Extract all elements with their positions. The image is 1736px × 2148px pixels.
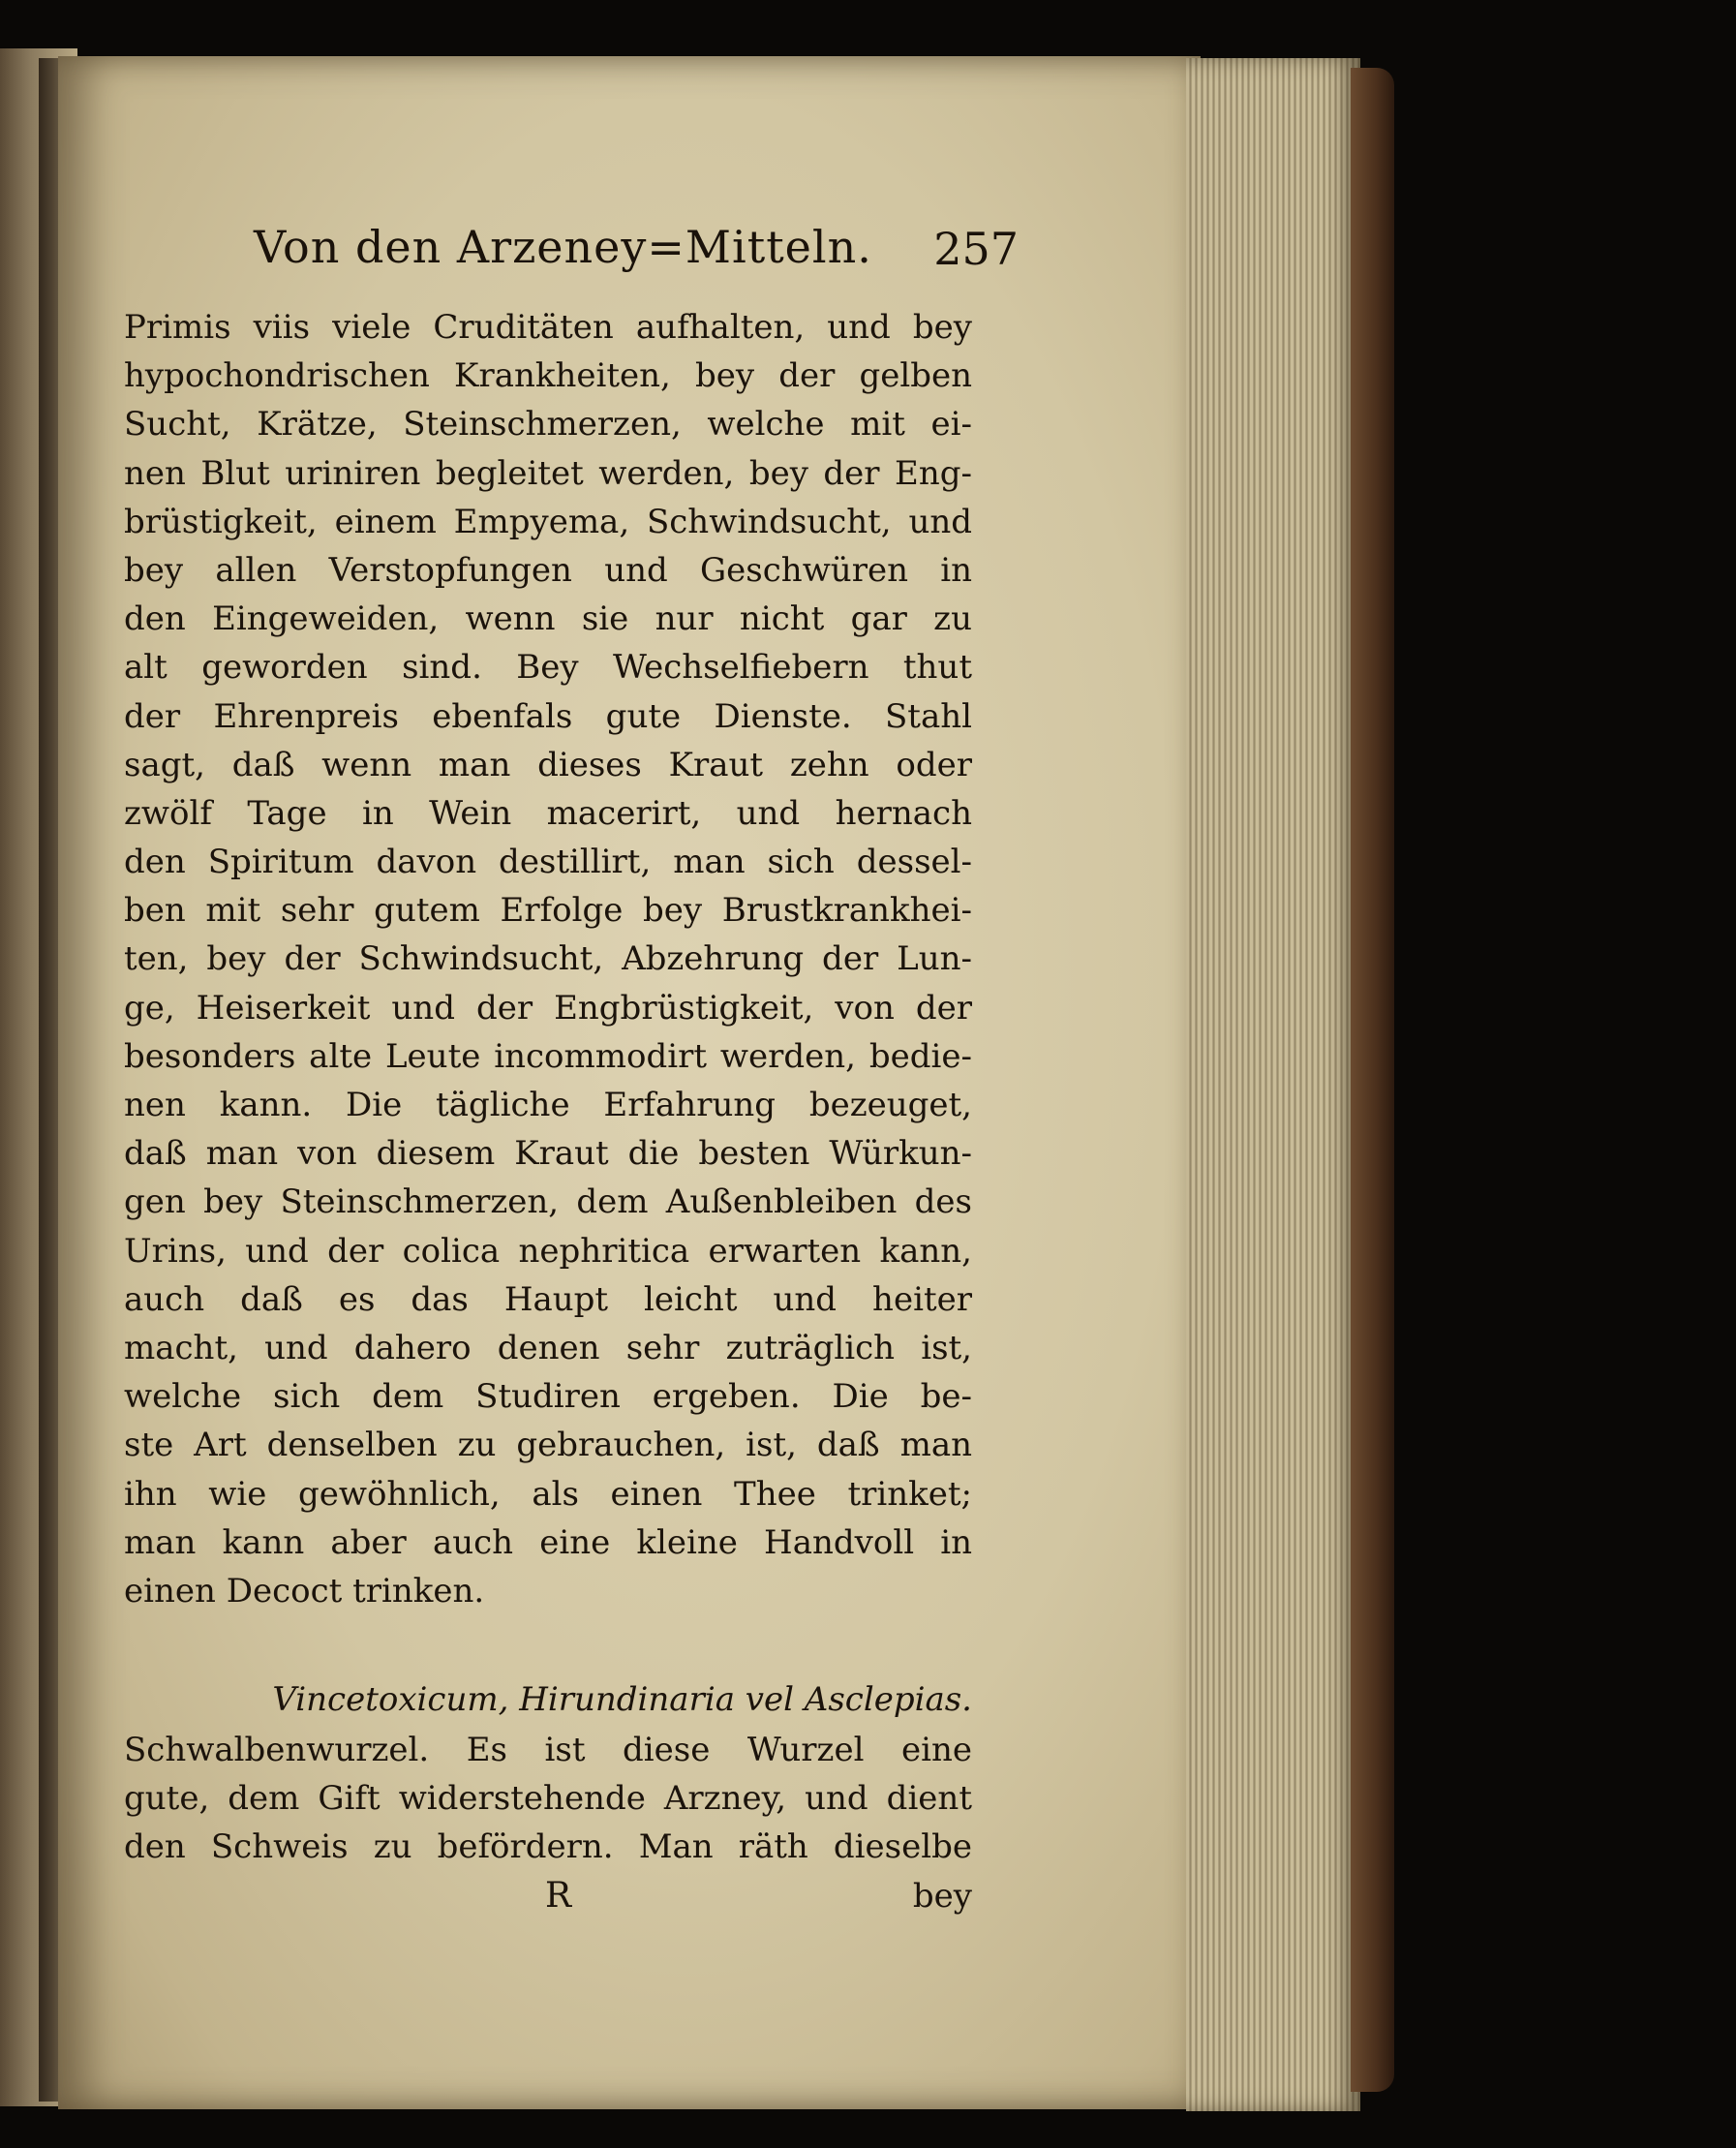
text-line: Sucht, Krätze, Steinschmerzen, welche mit ei- (124, 405, 972, 445)
text-line: sagt, daß wenn man dieses Kraut zehn oder (124, 745, 972, 784)
page-number: 257 (933, 223, 1019, 275)
text-line: Primis viis viele Cruditäten aufhalten, und bey (124, 308, 972, 347)
text-line: ge, Heiserkeit und der Engbrüstigkeit, von der (124, 988, 972, 1028)
text-line: bey allen Verstopfungen und Geschwüren in (124, 550, 972, 590)
running-head (254, 221, 1019, 279)
text-line: der Ehrenpreis ebenfals gute Dienste. Stahl (124, 696, 972, 736)
text-line: den Eingeweiden, wenn sie nur nicht gar zu (124, 599, 972, 639)
text-line: ste Art denselben zu gebrauchen, ist, daß man (124, 1426, 972, 1465)
paragraph-1 (124, 303, 972, 1615)
text-line: gen bey Steinschmerzen, dem Außenbleiben des (124, 1182, 972, 1222)
text-line: ihn wie gewöhnlich, als einen Thee trinket; (124, 1474, 972, 1514)
text-line: daß man von diesem Kraut die besten Würkun- (124, 1134, 972, 1174)
text-line: nen Blut uriniren begleitet werden, bey der Eng- (124, 453, 972, 493)
text-line: den Schweis zu befördern. Man räth dieselbe (124, 1827, 972, 1867)
text-line: Urins, und der colica nephritica erwarten kann, (124, 1231, 972, 1271)
book-cover-edge (1351, 68, 1394, 2092)
entry-heading: Vincetoxicum, Hirundinaria vel Asclepias. (272, 1680, 972, 1720)
running-head-title: Von den Arzeney=Mitteln. (254, 221, 872, 273)
page-body (124, 303, 972, 1920)
paragraph-gap (124, 1615, 972, 1673)
text-line: den Spiritum davon destillirt, man sich dessel- (124, 843, 972, 882)
text-line: alt geworden sind. Bey Wechselfiebern thut (124, 648, 972, 688)
text-line: man kann aber auch eine kleine Handvoll in (124, 1522, 972, 1562)
text-line: besonders alte Leute incommodirt werden, bedie- (124, 1036, 972, 1076)
text-line: zwölf Tage in Wein macerirt, und hernach (124, 793, 972, 833)
text-line: welche sich dem Studiren ergeben. Die be- (124, 1377, 972, 1417)
text-line: gute, dem Gift widerstehende Arzney, und dient (124, 1779, 972, 1819)
catchword: bey (912, 1876, 972, 1916)
text-line: brüstigkeit, einem Empyema, Schwindsucht, und (124, 502, 972, 541)
text-line: auch daß es das Haupt leicht und heiter (124, 1279, 972, 1319)
page-block-edges (1186, 58, 1360, 2111)
text-line: macht, und dahero denen sehr zuträglich ist, (124, 1328, 972, 1367)
signature-mark: R (545, 1875, 572, 1916)
page-footer (124, 1872, 972, 1920)
text-line: ben mit sehr gutem Erfolge bey Brustkrankhei- (124, 891, 972, 931)
text-line: hypochondrischen Krankheiten, bey der gelben (124, 356, 972, 396)
paragraph-2 (124, 1726, 972, 1872)
text-line: ten, bey der Schwindsucht, Abzehrung der Lun- (124, 939, 972, 979)
text-line: Schwalbenwurzel. Es ist diese Wurzel eine (124, 1731, 972, 1770)
text-line: nen kann. Die tägliche Erfahrung bezeuget, (124, 1086, 972, 1124)
text-line: einen Decoct trinken. (124, 1571, 485, 1611)
